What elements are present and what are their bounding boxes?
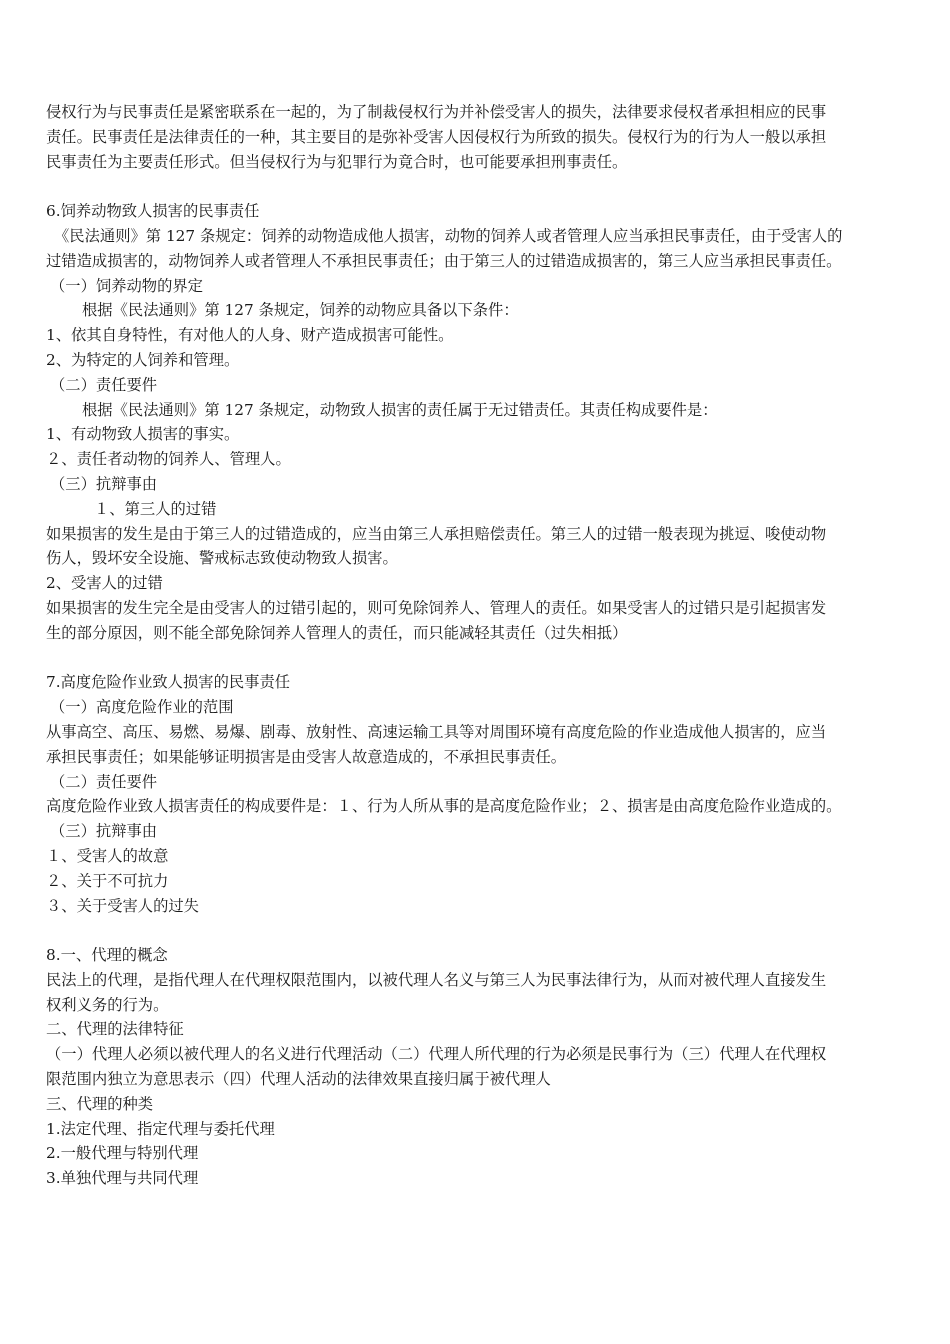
section-6-heading-3: （三）抗辩事由 xyxy=(50,474,158,493)
section-8-heading-2-line-2: 限范围内独立为意思表示（四）代理人活动的法律效果直接归属于被代理人 xyxy=(46,1070,551,1089)
section-8-para-line-2: 权利义务的行为。 xyxy=(46,995,169,1014)
section-7-title: 7.高度危险作业致人损害的民事责任 xyxy=(46,673,291,692)
requirement-2: ２、责任者动物的饲养人、管理人。 xyxy=(46,450,291,469)
section-8 xyxy=(46,943,916,1191)
intro-line-2: 责任。民事责任是法律责任的一种，其主要目的是弥补受害人因侵权行为所致的损失。侵权行为的行为人一般以承担 xyxy=(46,127,827,146)
section-7-heading-2-text: 高度危险作业致人损害责任的构成要件是：１、行为人所从事的是高度危险作业；２、损害是由高度危险作业造成的。 xyxy=(46,797,842,816)
section-7-heading-1-line-2: 承担民事责任；如果能够证明损害是由受害人故意造成的，不承担民事责任。 xyxy=(46,747,567,766)
defense-1-title: １、第三人的过错 xyxy=(94,499,217,518)
section-6-title: 6.饲养动物致人损害的民事责任 xyxy=(46,202,260,221)
exemption-2: ２、关于不可抗力 xyxy=(46,871,169,890)
section-7 xyxy=(46,670,916,918)
section-8-heading-3: 三、代理的种类 xyxy=(46,1094,154,1113)
intro-line-1: 侵权行为与民事责任是紧密联系在一起的，为了制裁侵权行为并补偿受害人的损失，法律要求侵权者承担相应的民事 xyxy=(46,103,827,121)
agency-type-2: 2.一般代理与特别代理 xyxy=(46,1144,199,1163)
document-page xyxy=(46,100,916,1191)
section-8-title: 8.一、代理的概念 xyxy=(46,946,168,965)
exemption-1: １、受害人的故意 xyxy=(46,846,169,865)
paragraph-gap xyxy=(46,646,916,671)
defense-2-line-2: 生的部分原因，则不能全部免除饲养人管理人的责任，而只能减轻其责任（过失相抵） xyxy=(46,623,628,642)
section-6-heading-1: （一）饲养动物的界定 xyxy=(50,276,203,295)
section-6-heading-2-text: 根据《民法通则》第 127 条规定，动物致人损害的责任属于无过错责任。其责任构成要件是： xyxy=(82,400,718,419)
section-8-heading-2: 二、代理的法律特征 xyxy=(46,1020,184,1039)
section-6-para-line-1: 《民法通则》第 127 条规定：饲养的动物造成他人损害，动物的饲养人或者管理人应当承担民事责任，由于受害人的 xyxy=(54,226,843,245)
section-7-heading-3: （三）抗辩事由 xyxy=(50,822,158,841)
defense-2-title: 2、受害人的过错 xyxy=(46,574,163,593)
section-8-para-line-1: 民法上的代理，是指代理人在代理权限范围内，以被代理人名义与第三人为民事法律行为，从而对被代理人直接发生 xyxy=(46,970,827,989)
requirement-1: 1、有动物致人损害的事实。 xyxy=(46,425,240,444)
section-7-heading-2: （二）责任要件 xyxy=(50,772,158,791)
section-7-heading-1-line-1: 从事高空、高压、易燃、易爆、剧毒、放射性、高速运输工具等对周围环境有高度危险的作业造成他人损害的，应当 xyxy=(46,722,827,741)
section-8-heading-2-line-1: （一）代理人必须以被代理人的名义进行代理活动（二）代理人所代理的行为必须是民事行为（三）代理人在代理权 xyxy=(46,1045,827,1064)
agency-type-1: 1.法定代理、指定代理与委托代理 xyxy=(46,1119,275,1138)
section-6-heading-1-text: 根据《民法通则》第 127 条规定，饲养的动物应具备以下条件： xyxy=(82,301,519,320)
defense-2-line-1: 如果损害的发生完全是由受害人的过错引起的，则可免除饲养人、管理人的责任。如果受害人的过错只是引起损害发 xyxy=(46,598,827,617)
condition-1: 1、依其自身特性，有对他人的人身、财产造成损害可能性。 xyxy=(46,326,454,345)
agency-type-3: 3.单独代理与共同代理 xyxy=(46,1169,199,1188)
section-6 xyxy=(46,199,916,645)
condition-2: 2、为特定的人饲养和管理。 xyxy=(46,350,240,369)
intro-line-3: 民事责任为主要责任形式。但当侵权行为与犯罪行为竟合时，也可能要承担刑事责任。 xyxy=(46,152,628,171)
paragraph-gap xyxy=(46,918,916,943)
section-6-heading-2: （二）责任要件 xyxy=(50,375,158,394)
exemption-3: ３、关于受害人的过失 xyxy=(46,896,199,915)
section-7-heading-1: （一）高度危险作业的范围 xyxy=(50,698,234,717)
defense-1-line-1: 如果损害的发生是由于第三人的过错造成的，应当由第三人承担赔偿责任。第三人的过错一般表现为挑逗、唆使动物 xyxy=(46,524,827,543)
defense-1-line-2: 伤人，毁坏安全设施、警戒标志致使动物致人损害。 xyxy=(46,549,398,568)
paragraph-gap xyxy=(46,174,916,199)
intro-paragraph xyxy=(46,100,916,174)
section-6-para-line-2: 过错造成损害的，动物饲养人或者管理人不承担民事责任；由于第三人的过错造成损害的，第三人应当承担民事责任。 xyxy=(46,251,842,270)
